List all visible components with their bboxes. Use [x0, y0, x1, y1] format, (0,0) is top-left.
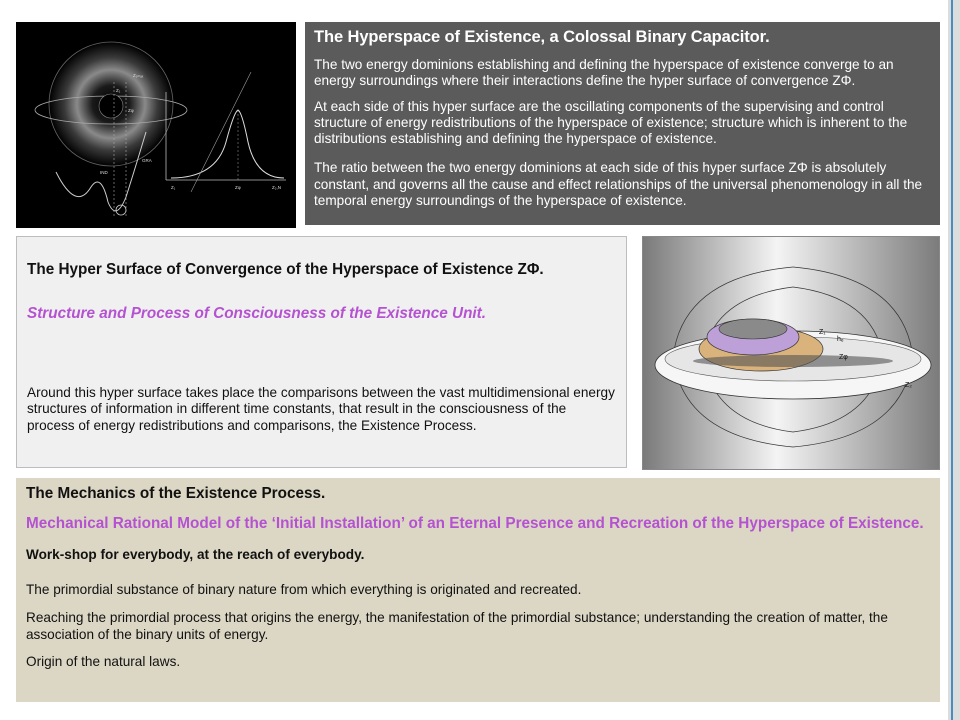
- panel-title: The Hyperspace of Existence, a Colossal Binary Capacitor.: [314, 28, 770, 46]
- axis-label-zphi: Zφ: [235, 185, 241, 190]
- body-line-3: Origin of the natural laws.: [26, 653, 181, 669]
- axis-label-z2: Z₂,N: [272, 185, 281, 190]
- binary-capacitor-panel: [305, 22, 940, 225]
- panel-body: Around this hyper surface takes place the comparisons between the vast multidimensional energy structures of information in different time constants, that result in the consciousness of the process of energy redistributions and comparisons, the Existence Process.: [27, 385, 615, 433]
- panel-subtitle: Mechanical Rational Model of the ‘Initial Installation’ of an Eternal Presence and Recreation of the Hyperspace of Existence.: [26, 515, 924, 532]
- bell-curve: [171, 110, 284, 178]
- hyper-surface-panel: [16, 236, 627, 468]
- panel-title: The Mechanics of the Existence Process.: [26, 485, 326, 502]
- body-line-2: Reaching the primordial process that origins the energy, the manifestation of the primordial substance; understanding the creation of matter, the association of the binary units of energy.: [26, 610, 888, 642]
- mechanics-panel: [16, 478, 940, 702]
- sphere-core: [99, 94, 123, 118]
- label-zphi: Zφ: [128, 108, 134, 113]
- label-z1: Z₁: [819, 329, 826, 336]
- panel-title: The Hyper Surface of Convergence of the Hyperspace of Existence ZΦ.: [27, 261, 544, 278]
- panel-subtitle: Structure and Process of Consciousness of the Existence Unit.: [27, 305, 487, 322]
- label-z2: Z₂: [905, 382, 912, 389]
- right-edge-bar: [948, 0, 960, 720]
- hyper-surface-svg: [643, 237, 940, 470]
- label-zmax: Z₁ₘₐₓ: [133, 73, 144, 78]
- right-edge-line: [951, 0, 953, 720]
- label-z1: Z₁: [116, 88, 121, 93]
- label-gra: GRA: [142, 158, 152, 163]
- axis-label-z1: Z₁: [171, 185, 176, 190]
- label-h: hₑ: [837, 336, 844, 343]
- workshop-line: Work-shop for everybody, at the reach of everybody.: [26, 547, 365, 562]
- energy-dominions-diagram: [16, 22, 296, 228]
- label-ind: IND: [100, 170, 108, 175]
- panel-paragraph-1: The two energy dominions establishing and defining the hyperspace of existence converge to an energy surroundings where their interactions define the hyper surface of convergence ZΦ.: [314, 57, 894, 89]
- energy-dominions-svg: [16, 22, 296, 228]
- panel-paragraph-3: The ratio between the two energy dominions at each side of this hyper surface ZΦ is absolutely constant, and governs all the cause and effect relationships of the universal phenomenology in all the temporal energy surroundings of the hyperspace of existence.: [314, 160, 923, 209]
- label-zphi: Zφ: [839, 354, 848, 361]
- panel-paragraph-2: At each side of this hyper surface are the oscillating components of the supervising and control structure of energy redistributions of the hyperspace of existence; structure which is inherent to the distributions establishing and defining the hyperspace of existence.: [314, 98, 908, 147]
- body-line-1: The primordial substance of binary nature from which everything is originated and recreated.: [26, 582, 582, 597]
- hyper-surface-diagram: [642, 236, 940, 470]
